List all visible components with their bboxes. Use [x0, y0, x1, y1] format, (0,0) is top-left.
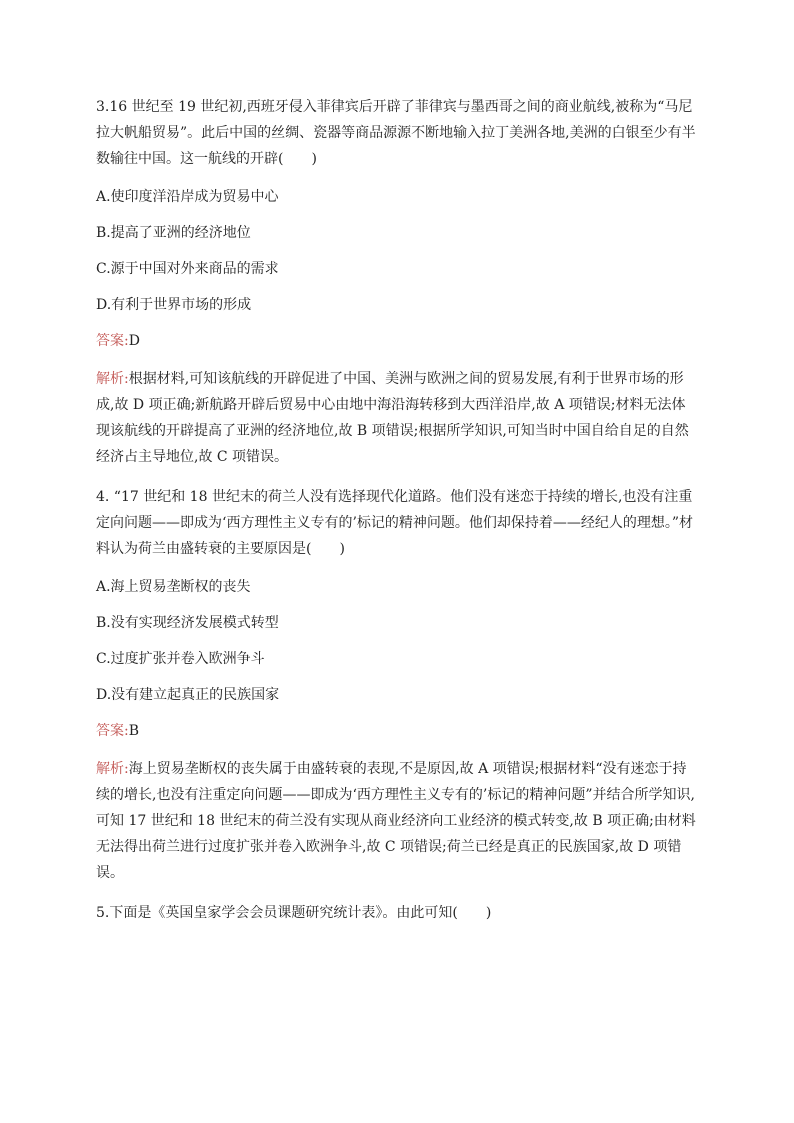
question-5	[96, 900, 698, 926]
question-5-stem: 5.下面是《英国皇家学会会员课题研究统计表》。由此可知( )	[96, 905, 492, 921]
answer-label: 答案:	[96, 723, 129, 739]
answer-label: 答案:	[96, 333, 129, 349]
answer-value: B	[128, 723, 140, 739]
question-3-analysis	[96, 366, 698, 470]
answer-value: D	[128, 333, 140, 349]
question-3-option-b: B.提高了亚洲的经济地位	[96, 225, 251, 241]
question-3-option-a: A.使印度洋沿岸成为贸易中心	[96, 189, 279, 205]
question-4-option-d: D.没有建立起真正的民族国家	[96, 687, 280, 703]
question-3	[96, 94, 698, 470]
question-4-option-c: C.过度扩张并卷入欧洲争斗	[96, 651, 265, 667]
question-4	[96, 484, 698, 886]
question-3-option-c: C.源于中国对外来商品的需求	[96, 261, 279, 277]
question-3-option-d: D.有利于世界市场的形成	[96, 297, 252, 313]
question-4-option-b: B.没有实现经济发展模式转型	[96, 615, 279, 631]
analysis-text: 海上贸易垄断权的丧失属于由盛转衰的表现,不是原因,故 A 项错误;根据材料“没有迷恋于持续的增长,也没有注重定向问题——即成为‘西方理性主义专有的’标记的精神问题”并结合所学知识,可知 17 世纪和 18 世纪末的荷兰没有实现从商业经济向工业经济的模式转变,故 B 项正确;由材料无法得出荷兰进行过度扩张并卷入欧洲争斗,故 C 项错误;荷兰已经是真正的民族国家,故 D 项错误。	[96, 761, 696, 881]
question-3-answer	[96, 330, 698, 352]
question-4-stem: 4. “17 世纪和 18 世纪末的荷兰人没有选择现代化道路。他们没有迷恋于持续的增长,也没有注重定向问题——即成为‘西方理性主义专有的’标记的精神问题。他们却保持着——经纪人的理想。”材料认为荷兰由盛转衰的主要原因是( )	[96, 489, 694, 557]
question-3-stem: 3.16 世纪至 19 世纪初,西班牙侵入菲律宾后开辟了菲律宾与墨西哥之间的商业航线,被称为“马尼拉大帆船贸易”。此后中国的丝绸、瓷器等商品源源不断地输入拉丁美洲各地,美洲的白银至少有半数输往中国。这一航线的开辟( )	[96, 99, 696, 167]
question-4-answer	[96, 720, 698, 742]
question-4-option-a: A.海上贸易垄断权的丧失	[96, 579, 251, 595]
question-4-analysis	[96, 756, 698, 886]
analysis-label: 解析:	[96, 761, 129, 777]
analysis-label: 解析:	[96, 371, 129, 387]
analysis-text: 根据材料,可知该航线的开辟促进了中国、美洲与欧洲之间的贸易发展,有利于世界市场的形成,故 D 项正确;新航路开辟后贸易中心由地中海沿海转移到大西洋沿岸,故 A 项错误;材料无法体现该航线的开辟提高了亚洲的经济地位,故 B 项错误;根据所学知识,可知当时中国自给自足的自然经济占主导地位,故 C 项错误。	[96, 371, 689, 465]
